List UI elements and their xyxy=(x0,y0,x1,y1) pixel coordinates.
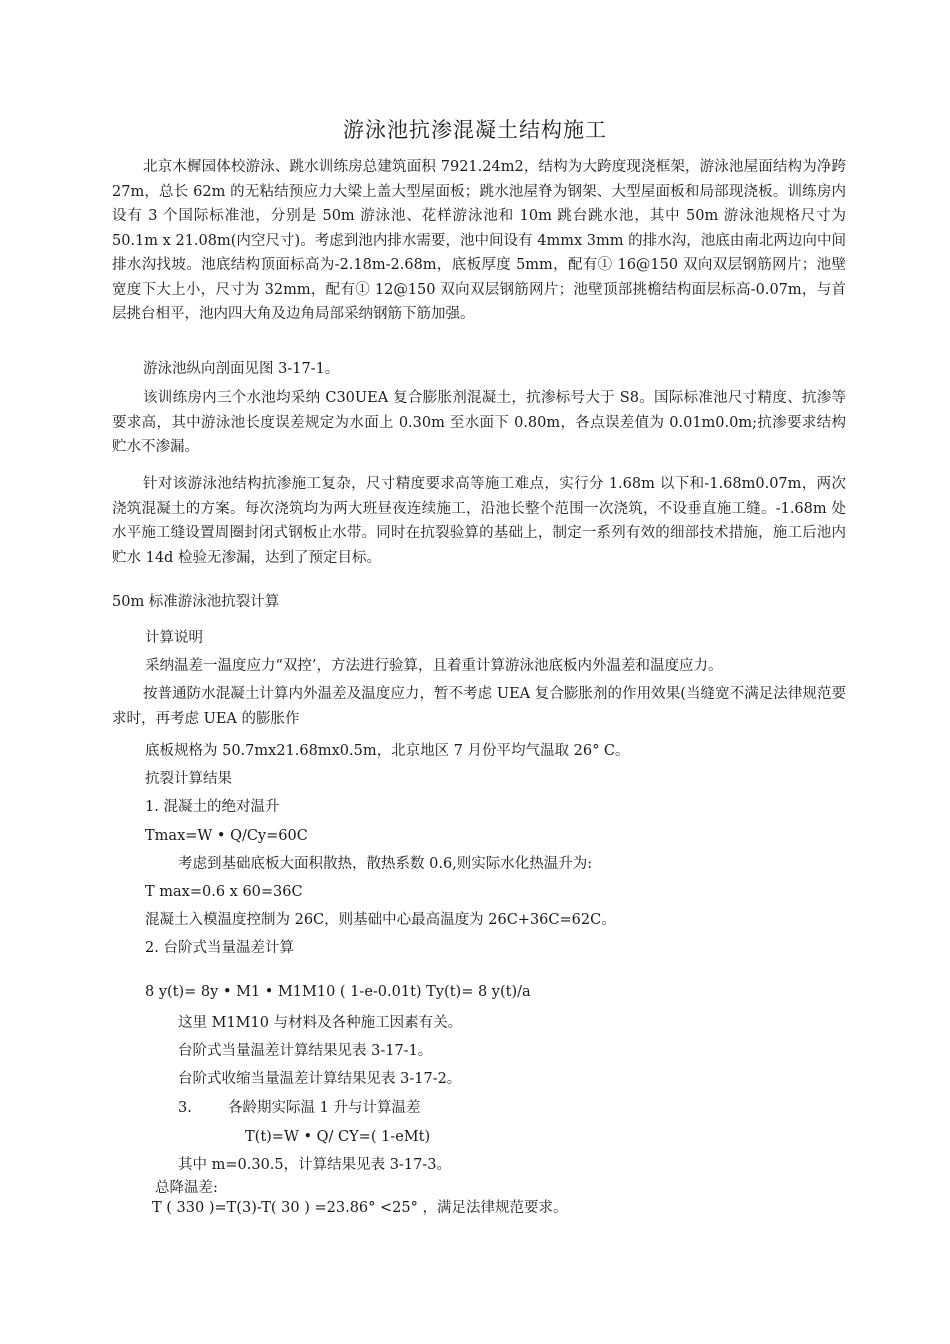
m-factor-text: 这里 M1M10 与材料及各种施工因素有关。 xyxy=(178,1015,463,1031)
table-ref-1: 台阶式当量温差计算结果见表 3-17-1。 xyxy=(178,1043,433,1059)
step3-number: 3. xyxy=(178,1100,192,1116)
calc-notes-heading: 计算说明 xyxy=(145,630,203,646)
slab-spec-text: 底板规格为 50.7mx21.68mx0.5m，北京地区 7 月份平均气温取 26° C。 xyxy=(145,743,630,759)
calc-section-heading: 50m 标准游泳池抗裂计算 xyxy=(112,594,280,610)
heat-dissipation-text: 考虑到基础底板大面积散热，散热系数 0.6,则实际水化热温升为: xyxy=(178,856,593,872)
materials-paragraph: 该训练房内三个水池均采纳 C30UEA 复合膨胀剂混凝土，抗渗标号大于 S8。国际标准池尺寸精度、抗渗等要求高，其中游泳池长度误差规定为水面上 0.30m 至水面下 0.80m，各点误差值为 0.01m0.0m;抗渗要求结构贮水不渗漏。 xyxy=(112,390,846,455)
total-cooling-formula: T ( 330 )=T(3)-T( 30 ) =23.86° <25° ，满足法律规范要求。 xyxy=(152,1200,568,1216)
step1-heading: 1. 混凝土的绝对温升 xyxy=(145,799,280,815)
actual-temp-formula: T(t)=W • Q/ CY=( 1-eMt) xyxy=(245,1129,431,1145)
construction-plan-paragraph: 针对该游泳池结构抗渗施工复杂，尺寸精度要求高等施工难点，实行分 1.68m 以下和-1.68m0.07m，两次浇筑混凝土的方案。每次浇筑均为两大班昼夜连续施工，沿池长整个范围一次浇筑，不设垂直施工缝。-1.68m 处水平施工缝设置周圈封闭式钢板止水带。同时在抗裂验算的基础上，制定一系列有效的细部技术措施，施工后池内贮水 14d 检验无渗漏，达到了预定目标。 xyxy=(112,476,846,566)
table-ref-2: 台阶式收缩当量温差计算结果见表 3-17-2。 xyxy=(178,1071,462,1087)
m-value-text: 其中 m=0.30.5，计算结果见表 3-17-3。 xyxy=(178,1157,451,1173)
intro-paragraph: 北京木樨园体校游泳、跳水训练房总建筑面积 7921.24m2，结构为大跨度现浇框架，游泳池屋面结构为净跨 27m，总长 62m 的无粘结预应力大梁上盖大型屋面板；跳水池屋脊为钢架、大型屋面板和局部现浇板。训练房内设有 3 个国际标准池，分别是 50m 游泳池、花样游泳池和 10m 跳台跳水池，其中 50m 游泳池规格尺寸为 50.1m x 21.08m(内空尺寸)。考虑到池内排水需要，池中间设有 4mmx 3mm 的排水沟，池底由南北两边向中间排水沟找坡。池底结构顶面标高为-2.18m-2.68m，底板厚度 5mm，配有① 16@150 双向双层钢筋网片；池壁宽度下大上小，尺寸为 32mm，配有① 12@150 双向双层钢筋网片；池壁顶部挑檐结构面层标高-0.07m，与首层挑台相平，池内四大角及边角局部采纳钢筋下筋加强。 xyxy=(112,159,846,322)
center-temp-text: 混凝土入模温度控制为 26C，则基础中心最高温度为 26C+36C=62C。 xyxy=(145,912,616,928)
step3-heading: 各龄期实际温 1 升与计算温差 xyxy=(228,1100,421,1116)
shrinkage-formula: 8 y(t)= 8y • M1 • M1M10 ( 1-e-0.01t) Ty(t)= 8 y(t)/a xyxy=(145,984,531,1000)
section-figure-ref: 游泳池纵向剖面见图 3-17-1。 xyxy=(143,361,340,377)
total-cooling-label: 总降温差: xyxy=(155,1180,218,1196)
tmax-formula: Tmax=W • Q/Cy=60C xyxy=(145,828,308,844)
step2-heading: 2. 台阶式当量温差计算 xyxy=(145,940,294,956)
tmax-result-formula: T max=0.6 x 60=36C xyxy=(145,884,303,900)
document-title: 游泳池抗渗混凝土结构施工 xyxy=(343,118,607,142)
calc-assumption-paragraph: 按普通防水混凝土计算内外温差及温度应力，暂不考虑 UEA 复合膨胀剂的作用效果(当缝宽不满足法律规范要求时，再考虑 UEA 的膨胀作 xyxy=(112,686,846,727)
results-heading: 抗裂计算结果 xyxy=(145,771,232,787)
calc-method-text: 采纳温差一温度应力“双控’，方法进行验算，且着重计算游泳池底板内外温差和温度应力。 xyxy=(145,658,723,674)
